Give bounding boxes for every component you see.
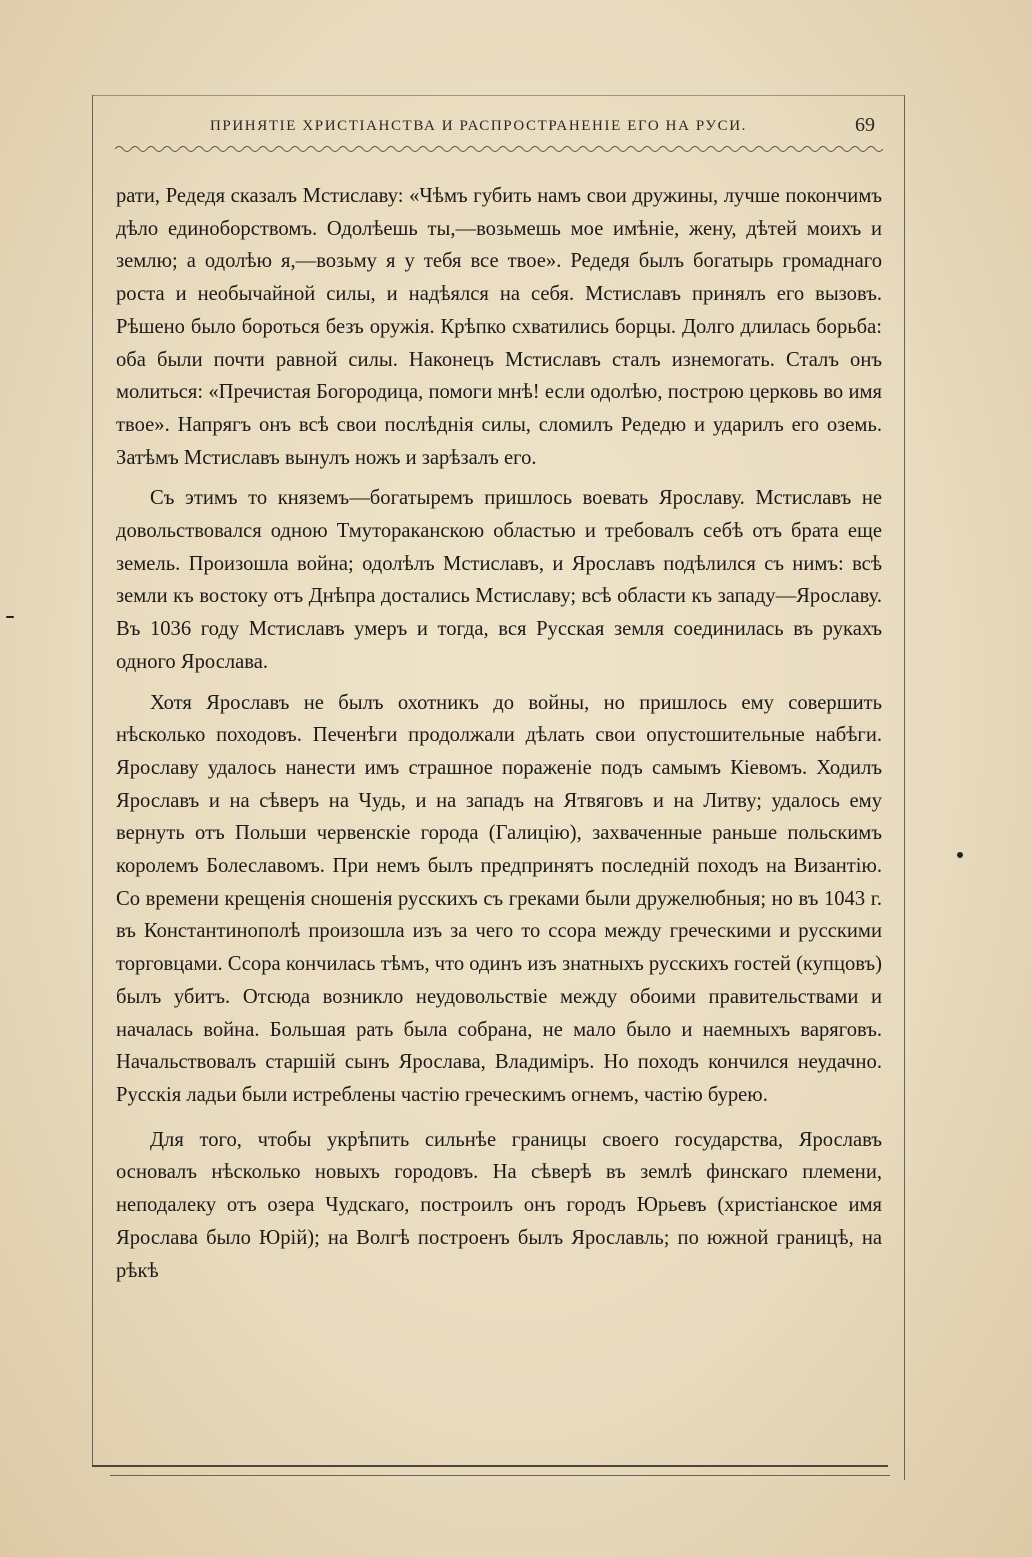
right-frame-rule <box>904 95 905 1480</box>
paragraph-1: рати, Редедя сказалъ Мстиславу: «Чѣмъ губить намъ свои дружины, лучше покончимъ дѣло единоборствомъ. Одолѣешь ты,—возьмешь мое имѣніе, жену, дѣтей моихъ и землю; а одолѣю я,—возьму я у тебя все твое». Редедя былъ богатырь громаднаго роста и необычайной силы, и надѣялся на себя. Мстиславъ принялъ его вызовъ. Рѣшено было бороться безъ оружія. Крѣпко схватились борцы. Долго длилась борьба: оба были почти равной силы. Наконецъ Мстиславъ сталъ изнемогать. Сталъ онъ молиться: «Пречистая Богородица, помоги мнѣ! если одолѣю, построю церковь во имя твое». Напрягъ онъ всѣ свои послѣднія силы, сломилъ Редедю и ударилъ его оземь. Затѣмъ Мстиславъ вынулъ ножъ и зарѣзалъ его. <box>116 185 882 469</box>
left-frame-rule <box>92 95 93 1465</box>
paragraph-3: Хотя Ярославъ не былъ охотникъ до войны, но пришлось ему совершить нѣсколько походовъ. Печенѣги продолжали дѣлать свои опустошительные набѣги. Ярославу удалось нанести имъ страшное пораженіе подъ самымъ Кіевомъ. Ходилъ Ярославъ и на сѣверъ на Чудь, и на западъ на Ятвяговъ и на Литву; удалось ему вернуть отъ Польши червенскіе города (Галицію), захваченные раньше польскимъ королемъ Болеславомъ. При немъ былъ предпринятъ последній походъ на Византію. Со времени крещенія сношенія русскихъ съ греками были дружелюбныя; но въ 1043 г. въ Константинополѣ произошла изъ за чего то ссора между греческими и русскими торговцами. Ссора кончилась тѣмъ, что одинъ изъ знатныхъ русскихъ гостей (купцовъ) былъ убитъ. Отсюда возникло неудовольствіе между обоими правительствами и началась война. Большая рать была собрана, не мало было и наемныхъ варяговъ. Начальствовалъ старшій сынъ Ярослава, Владиміръ. Но походъ кончился неудачно. Русскія ладьи были истреблены частію греческимъ огнемъ, частію бурею. <box>116 691 882 1106</box>
wavy-ornament-rule <box>115 142 885 156</box>
running-title: ПРИНЯТІЕ ХРИСТІАНСТВА И РАСПРОСТРАНЕНІЕ ЕГО НА РУСИ. <box>210 118 748 134</box>
bottom-frame-rule <box>92 1465 888 1467</box>
ink-speck <box>957 852 963 858</box>
top-frame-rule <box>92 95 904 96</box>
body-text <box>116 180 882 1287</box>
ink-speck <box>6 616 14 618</box>
paragraph-2: Съ этимъ то княземъ—богатыремъ пришлось воевать Ярославу. Мстиславъ не довольствовался одною Тмутораканскою областью и требовалъ себѣ отъ брата еще земель. Произошла война; одолѣлъ Мстиславъ, и Ярославъ подѣлился съ нимъ: всѣ земли къ востоку отъ Днѣпра достались Мстиславу; всѣ области къ западу—Ярославу. Въ 1036 году Мстиславъ умеръ и тогда, вся Русская земля соединилась въ рукахъ одного Ярослава. <box>116 487 882 673</box>
bottom-frame-rule-thin <box>110 1475 890 1476</box>
page-header <box>115 112 885 142</box>
paragraph-4: Для того, чтобы укрѣпить сильнѣе границы своего государства, Ярославъ основалъ нѣсколько новыхъ городовъ. На сѣверѣ въ землѣ финскаго племени, неподалеку отъ озера Чудскаго, построилъ онъ городъ Юрьевъ (христіанское имя Ярослава было Юрій); на Волгѣ построенъ былъ Ярославль; по южной границѣ, на рѣкѣ <box>116 1128 882 1282</box>
page-number: 69 <box>855 114 875 136</box>
